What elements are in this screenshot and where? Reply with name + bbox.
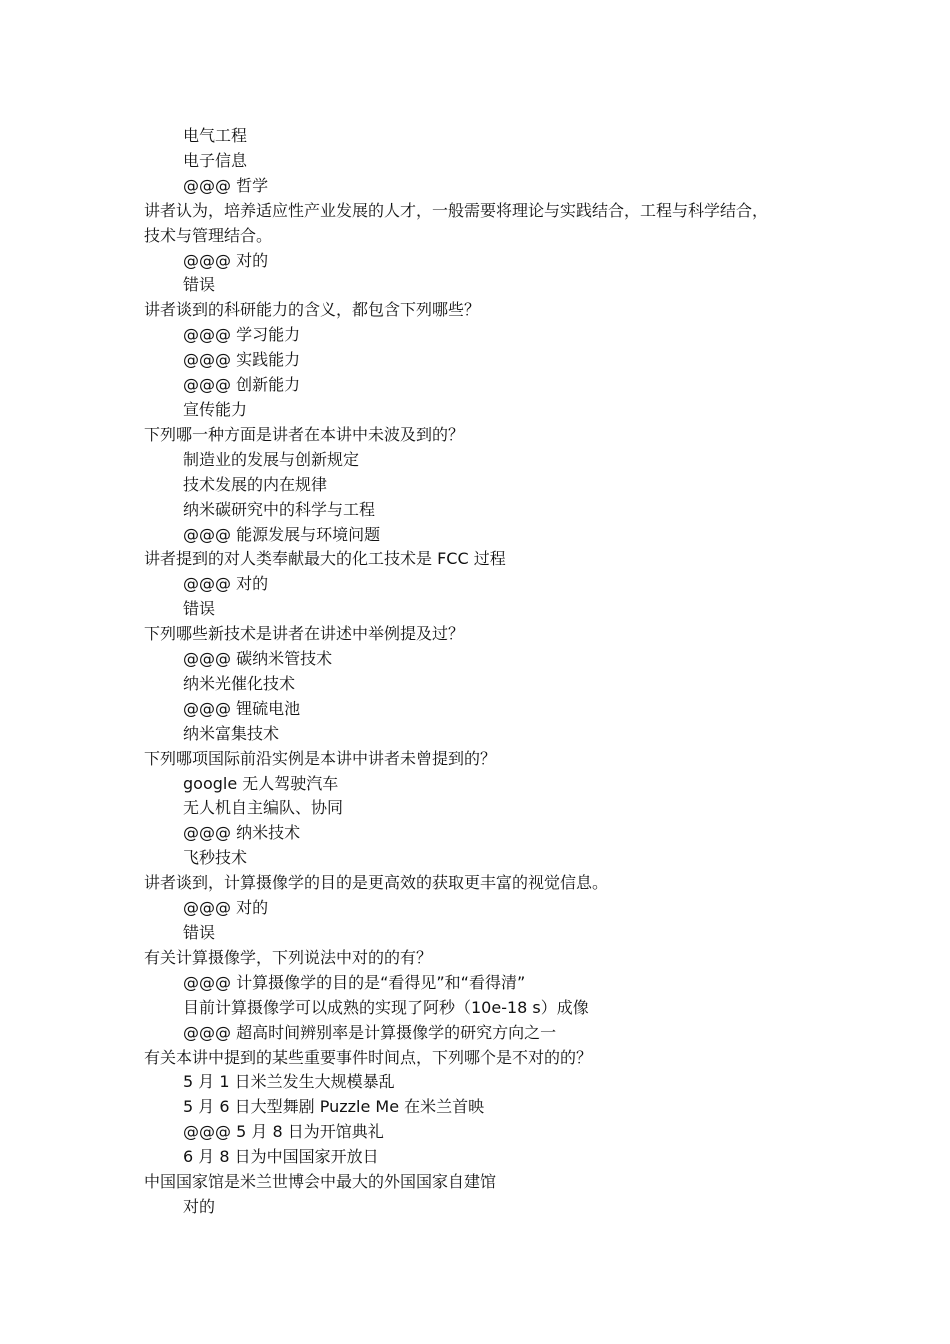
answer-option: 纳米富集技术 [183, 723, 280, 743]
answer-option: 宣传能力 [183, 399, 248, 419]
answer-option: @@@ 5 月 8 日为开馆典礼 [183, 1122, 384, 1142]
question-text: 技术与管理结合。 [144, 225, 273, 245]
question-text: 有关本讲中提到的某些重要事件时间点，下列哪个是不对的的？ [144, 1047, 593, 1067]
answer-option: 5 月 1 日米兰发生大规模暴乱 [183, 1072, 395, 1092]
answer-option: 错误 [183, 923, 216, 942]
answer-option: 纳米光催化技术 [183, 673, 296, 693]
question-text: 中国国家馆是米兰世博会中最大的外国国家自建馆 [144, 1172, 497, 1192]
answer-option: @@@ 计算摄像学的目的是“看得见”和“看得清” [183, 972, 526, 992]
answer-option: @@@ 对的 [183, 574, 269, 594]
answer-option: @@@ 对的 [183, 898, 269, 918]
question-text: 讲者谈到，计算摄像学的目的是更高效的获取更丰富的视觉信息。 [144, 873, 609, 893]
answer-option: @@@ 对的 [183, 250, 269, 270]
answer-option: 错误 [183, 275, 216, 295]
question-text: 有关计算摄像学，下列说法中对的的有？ [144, 947, 433, 967]
answer-option: 电子信息 [183, 150, 248, 170]
answer-option: 纳米碳研究中的科学与工程 [183, 499, 376, 519]
answer-option: google 无人驾驶汽车 [183, 773, 339, 793]
answer-option: @@@ 纳米技术 [183, 823, 301, 843]
answer-option: 电气工程 [183, 126, 248, 145]
answer-option: 制造业的发展与创新规定 [183, 449, 360, 469]
question-text: 下列哪一种方面是讲者在本讲中未波及到的？ [144, 424, 465, 444]
answer-option: @@@ 能源发展与环境问题 [183, 524, 381, 544]
answer-option: 目前计算摄像学可以成熟的实现了阿秒（10e-18 s）成像 [183, 997, 589, 1017]
question-text: 下列哪项国际前沿实例是本讲中讲者未曾提到的？ [144, 748, 497, 768]
question-text: 讲者谈到的科研能力的含义，都包含下列哪些？ [144, 300, 481, 320]
answer-option: 飞秒技术 [183, 848, 248, 868]
answer-option: 错误 [183, 599, 216, 619]
answer-option: @@@ 锂硫电池 [183, 698, 301, 718]
answer-option: @@@ 碳纳米管技术 [183, 649, 333, 669]
answer-option: 5 月 6 日大型舞剧 Puzzle Me 在米兰首映 [183, 1097, 485, 1117]
answer-option: 对的 [183, 1196, 216, 1216]
answer-option: @@@ 实践能力 [183, 350, 301, 370]
question-text: 下列哪些新技术是讲者在讲述中举例提及过？ [144, 624, 465, 644]
answer-option: 无人机自主编队、协同 [183, 798, 344, 818]
answer-option: 6 月 8 日为中国国家开放日 [183, 1147, 379, 1167]
question-text: 讲者提到的对人类奉献最大的化工技术是 FCC 过程 [144, 549, 506, 569]
question-text: 讲者认为，培养适应性产业发展的人才，一般需要将理论与实践结合，工程与科学结合， [144, 200, 769, 220]
answer-option: @@@ 创新能力 [183, 375, 301, 395]
answer-option: 技术发展的内在规律 [183, 474, 328, 494]
document-body [144, 124, 824, 1220]
answer-option: @@@ 哲学 [183, 175, 269, 195]
answer-option: @@@ 超高时间辨别率是计算摄像学的研究方向之一 [183, 1022, 557, 1042]
answer-option: @@@ 学习能力 [183, 325, 301, 345]
